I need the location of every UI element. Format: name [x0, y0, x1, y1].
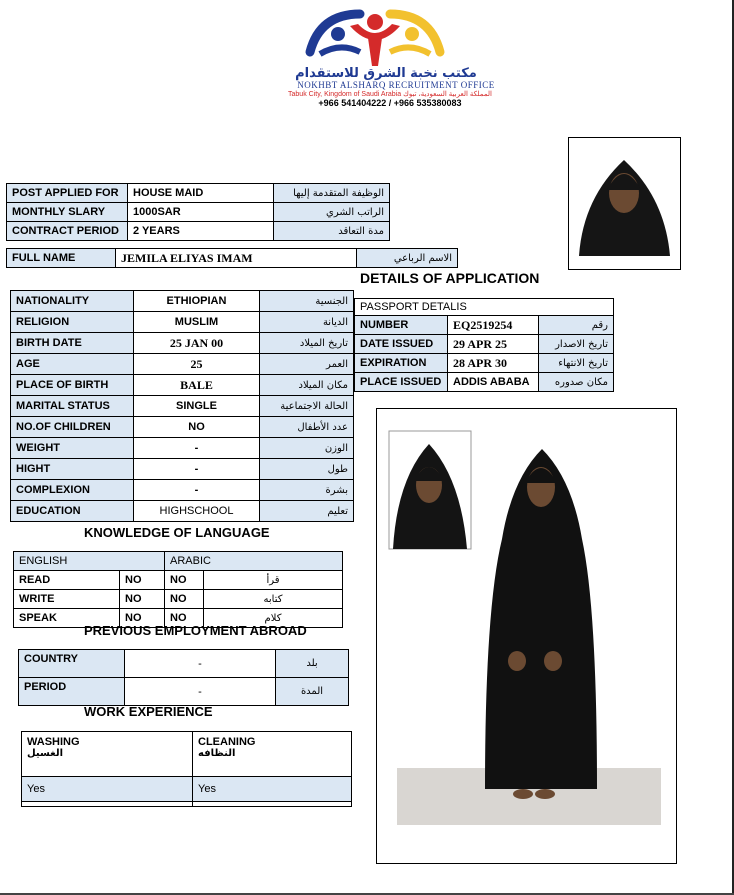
- personal-value: SINGLE: [134, 396, 260, 417]
- portrait-photo-frame: [568, 137, 681, 270]
- table-row: [11, 480, 354, 501]
- table-row: [11, 375, 354, 396]
- experience-title: WORK EXPERIENCE: [84, 704, 213, 719]
- logo-figures-icon: [300, 4, 450, 72]
- table-row: [14, 571, 343, 590]
- personal-label-ar: الديانة: [260, 312, 354, 333]
- experience-header-washing: [22, 732, 193, 777]
- table-row: [14, 590, 343, 609]
- language-col-english: ENGLISH: [14, 552, 165, 571]
- language-arabic-value: NO: [165, 609, 204, 628]
- personal-label: EDUCATION: [11, 501, 134, 522]
- language-english-value: NO: [120, 571, 165, 590]
- table-row: [355, 373, 614, 392]
- office-phones: +966 541404222 / +966 535380083: [318, 98, 462, 108]
- passport-value: ADDIS ABABA: [448, 373, 539, 392]
- passport-value: EQ2519254: [448, 316, 539, 335]
- job-label-ar: الوظيفة المتقدمة إليها: [274, 184, 390, 203]
- personal-label-ar: طول: [260, 459, 354, 480]
- job-label: MONTHLY SLARY: [7, 203, 128, 222]
- experience-spacer: [22, 802, 193, 807]
- personal-value: NO: [134, 417, 260, 438]
- personal-label-ar: مكان الميلاد: [260, 375, 354, 396]
- passport-value: 29 APR 25: [448, 335, 539, 354]
- passport-label-ar: مكان صدوره: [539, 373, 614, 392]
- language-col-arabic: ARABIC: [165, 552, 343, 571]
- office-name-ar: مكتب نخبة الشرق للاستقدام: [295, 66, 477, 81]
- personal-value: -: [134, 480, 260, 501]
- table-row: [11, 501, 354, 522]
- passport-title: PASSPORT DETALIS: [355, 299, 614, 316]
- experience-table: [21, 731, 352, 807]
- table-row: [11, 291, 354, 312]
- portrait-photo: [569, 138, 680, 269]
- table-row: [355, 335, 614, 354]
- personal-value: -: [134, 438, 260, 459]
- language-table: [13, 551, 343, 628]
- experience-spacer: [193, 802, 352, 807]
- table-row: [22, 802, 352, 807]
- personal-value: 25: [134, 354, 260, 375]
- job-value: 1000SAR: [128, 203, 274, 222]
- experience-label: CLEANING: [198, 736, 256, 748]
- table-row: [22, 777, 352, 802]
- personal-label: AGE: [11, 354, 134, 375]
- office-logo: [300, 4, 450, 72]
- personal-label: BIRTH DATE: [11, 333, 134, 354]
- employment-label: COUNTRY: [19, 650, 125, 678]
- employment-label: PERIOD: [19, 678, 125, 706]
- job-label-ar: مدة التعاقد: [274, 222, 390, 241]
- personal-label-ar: الوزن: [260, 438, 354, 459]
- table-row: [11, 354, 354, 375]
- passport-value: 28 APR 30: [448, 354, 539, 373]
- personal-value: BALE: [134, 375, 260, 396]
- personal-label: WEIGHT: [11, 438, 134, 459]
- employment-label-ar: بلد: [276, 650, 349, 678]
- full-name-label: FULL NAME: [7, 249, 116, 268]
- personal-label-ar: عدد الأطفال: [260, 417, 354, 438]
- job-label: CONTRACT PERIOD: [7, 222, 128, 241]
- table-row: [11, 396, 354, 417]
- table-row: [355, 299, 614, 316]
- personal-value: ETHIOPIAN: [134, 291, 260, 312]
- personal-label-ar: تاريخ الميلاد: [260, 333, 354, 354]
- personal-label: HIGHT: [11, 459, 134, 480]
- language-label-ar: كتابه: [204, 590, 343, 609]
- employment-label-ar: المدة: [276, 678, 349, 706]
- table-row: [11, 312, 354, 333]
- personal-label: COMPLEXION: [11, 480, 134, 501]
- personal-label-ar: العمر: [260, 354, 354, 375]
- employment-value: -: [125, 650, 276, 678]
- job-table: [6, 183, 390, 241]
- table-row: [7, 203, 390, 222]
- table-row: [7, 184, 390, 203]
- personal-details-table: [10, 290, 354, 522]
- table-row: [355, 354, 614, 373]
- language-arabic-value: NO: [165, 590, 204, 609]
- employment-title: PREVIOUS EMPLOYMENT ABROAD: [84, 623, 307, 638]
- table-row: [14, 552, 343, 571]
- language-label: SPEAK: [14, 609, 120, 628]
- language-title: KNOWLEDGE OF LANGUAGE: [84, 525, 270, 540]
- full-name-table: [6, 248, 458, 268]
- job-value: 2 YEARS: [128, 222, 274, 241]
- passport-label: PLACE ISSUED: [355, 373, 448, 392]
- office-location: Tabuk City, Kingdom of Saudi Arabia المملكة العربية السعودية، تبوك: [288, 91, 492, 98]
- personal-label-ar: تعليم: [260, 501, 354, 522]
- job-label-ar: الراتب الشري: [274, 203, 390, 222]
- job-value: HOUSE MAID: [128, 184, 274, 203]
- table-row: [11, 417, 354, 438]
- table-row: [11, 459, 354, 480]
- language-arabic-value: NO: [165, 571, 204, 590]
- employment-value: -: [125, 678, 276, 706]
- experience-value: Yes: [193, 777, 352, 802]
- office-name-en: NOKHBT ALSHARQ RECRUITMENT OFFICE: [297, 80, 495, 90]
- table-row: [7, 249, 458, 268]
- table-row: [22, 732, 352, 777]
- personal-label-ar: الحالة الاجتماعية: [260, 396, 354, 417]
- personal-value: HIGHSCHOOL: [134, 501, 260, 522]
- personal-value: MUSLIM: [134, 312, 260, 333]
- table-row: [11, 438, 354, 459]
- passport-label-ar: تاريخ الاصدار: [539, 335, 614, 354]
- table-row: [355, 316, 614, 335]
- table-row: [19, 678, 349, 706]
- personal-value: -: [134, 459, 260, 480]
- passport-label-ar: رقم: [539, 316, 614, 335]
- personal-value: 25 JAN 00: [134, 333, 260, 354]
- full-name-value: JEMILA ELIYAS IMAM: [116, 249, 357, 268]
- language-english-value: NO: [120, 590, 165, 609]
- passport-label: NUMBER: [355, 316, 448, 335]
- language-label: WRITE: [14, 590, 120, 609]
- experience-label: WASHING: [27, 736, 80, 748]
- passport-table: [354, 298, 614, 392]
- personal-label: RELIGION: [11, 312, 134, 333]
- details-title: DETAILS OF APPLICATION: [360, 270, 540, 286]
- employment-table: [18, 649, 349, 706]
- job-label: POST APPLIED FOR: [7, 184, 128, 203]
- personal-label: MARITAL STATUS: [11, 396, 134, 417]
- personal-label: PLACE OF BIRTH: [11, 375, 134, 396]
- experience-header-cleaning: [193, 732, 352, 777]
- table-row: [11, 333, 354, 354]
- personal-label: NO.OF CHILDREN: [11, 417, 134, 438]
- personal-label-ar: بشرة: [260, 480, 354, 501]
- passport-label-ar: تاريخ الانتهاء: [539, 354, 614, 373]
- experience-label-ar: الغسيل: [27, 748, 64, 759]
- passport-label: DATE ISSUED: [355, 335, 448, 354]
- language-label-ar: كلام: [204, 609, 343, 628]
- personal-label-ar: الجنسية: [260, 291, 354, 312]
- language-label: READ: [14, 571, 120, 590]
- full-name-label-ar: الاسم الرباعي: [357, 249, 458, 268]
- language-english-value: NO: [120, 609, 165, 628]
- experience-value: Yes: [22, 777, 193, 802]
- full-body-photo-frame: [376, 408, 677, 864]
- passport-label: EXPIRATION: [355, 354, 448, 373]
- full-body-photo: [377, 409, 676, 863]
- personal-label: NATIONALITY: [11, 291, 134, 312]
- experience-label-ar: النظافه: [198, 748, 236, 759]
- table-row: [7, 222, 390, 241]
- table-row: [19, 650, 349, 678]
- language-label-ar: قرأ: [204, 571, 343, 590]
